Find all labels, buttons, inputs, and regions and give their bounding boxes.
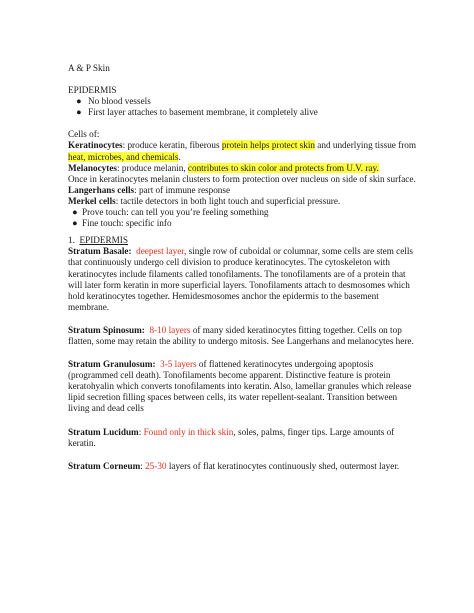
term-langerhans: Langerhans cells bbox=[68, 184, 135, 195]
layer-text: of many sided keratinocytes fitting together. Cells on top flatten, some may retain the ability to undergo mitosis. See Langerhans and melanocytes here. bbox=[68, 324, 414, 346]
layer-highlight: 8-10 layers bbox=[149, 324, 191, 335]
bullet-icon: ● bbox=[76, 107, 82, 118]
merkel-text: : tactile detectors in both light touch and superficial pressure. bbox=[115, 195, 341, 206]
layer-name: Stratum Lucidum bbox=[68, 426, 139, 437]
layer-text: of flattened keratinocytes undergoing apoptosis (programmed cell death). Tonofilaments become apparent. Distinctive feature is protein keratohyalin which converts tonofilaments into keratin. Also, lamellar granules which release lipid secretion filling spaces between cells, its water repellent-sealant. Transition between living and dead cells bbox=[68, 359, 412, 414]
layer-text: layers of flat keratinocytes continuously shed, outermost layer. bbox=[166, 460, 400, 471]
layers-heading-label: EPIDERMIS bbox=[79, 235, 128, 246]
list-item bbox=[68, 96, 418, 107]
cells-heading: Cells of: bbox=[68, 129, 100, 140]
epidermis-bullet-text: First layer attaches to basement membrane, it completely alive bbox=[88, 107, 318, 118]
epidermis-bullet-text: No blood vessels bbox=[88, 96, 151, 107]
epidermis-heading: EPIDERMIS bbox=[68, 85, 117, 96]
layer-paragraph bbox=[68, 359, 418, 414]
term-melanocytes: Melanocytes bbox=[68, 162, 117, 173]
layer-highlight: 3-5 layers bbox=[160, 359, 197, 370]
term-keratinocytes: Keratinocytes bbox=[68, 140, 123, 151]
melanocytes-paragraph bbox=[68, 163, 418, 174]
list-item bbox=[68, 207, 418, 218]
layer-paragraph bbox=[68, 325, 418, 347]
layer-paragraph: Stratum Lucidum: Found only in thick skin, soles, palms, finger tips. Large amounts of keratin. bbox=[68, 426, 395, 448]
keratinocytes-text: and underlying tissue from bbox=[315, 140, 417, 151]
list-item bbox=[68, 218, 418, 229]
layer-paragraph: Stratum Corneum: 25-30 layers of flat keratinocytes continuously shed, outermost layer. bbox=[68, 460, 400, 471]
document-title: A & P Skin bbox=[68, 63, 110, 73]
bullet-icon: ● bbox=[72, 218, 78, 229]
term-merkel: Merkel cells bbox=[68, 195, 116, 206]
layer-name: Stratum Spinosum: bbox=[68, 324, 145, 335]
layer-name: Stratum Basale: bbox=[68, 246, 132, 257]
layers-heading bbox=[68, 235, 418, 246]
keratinocytes-text: : produce keratin, fiberous bbox=[122, 140, 222, 151]
layer-highlight: deepest layer bbox=[136, 246, 184, 257]
merkel-bullet-text: Fine touch: specific info bbox=[82, 218, 172, 229]
layer-highlight: 25-30 bbox=[145, 460, 167, 471]
layer-text: , soles, palms, finger tips. Large amounts of keratin. bbox=[68, 426, 395, 448]
langerhans-paragraph bbox=[68, 185, 418, 196]
highlighted-text: contributes to skin color and protects from U.V. ray. bbox=[187, 162, 379, 173]
merkel-bullet-text: Prove touch: can tell you you’re feeling something bbox=[82, 207, 269, 218]
melanocytes-text: : produce melanin, bbox=[116, 162, 188, 173]
layer-name: Stratum Granulosum: bbox=[68, 359, 156, 370]
bullet-icon: ● bbox=[72, 207, 78, 218]
layer-name: Stratum Corneum bbox=[68, 460, 141, 471]
keratinocytes-paragraph bbox=[68, 140, 418, 162]
document-content bbox=[68, 63, 418, 472]
langerhans-text: : part of immune response bbox=[134, 184, 231, 195]
bullet-icon: ● bbox=[76, 96, 82, 107]
layer-paragraph bbox=[68, 246, 418, 313]
highlighted-text: protein helps protect skin bbox=[221, 140, 315, 151]
layers-heading-number: 1. bbox=[68, 235, 75, 246]
list-item bbox=[68, 107, 418, 118]
merkel-paragraph bbox=[68, 196, 418, 207]
melanocytes-detail: Once in keratinocytes melanin clusters to form protection over nucleus on side of skin surface. bbox=[68, 173, 416, 184]
keratinocytes-text: . bbox=[178, 151, 181, 162]
layer-text: , single row of cuboidal or columnar, some cells are stem cells that continuously undergo cell division to produce keratinocytes. The cytoskeleton with keratinocytes include filaments called tonofilaments. The tonofilaments are of a protein that will later form keratin in more superficial layers. Tonofilaments attach to desmosomes which hold keratinocytes together. Hemidesmosomes anchor the epidermis to the basement membrane. bbox=[68, 246, 413, 312]
highlighted-text: heat, microbes, and chemicals bbox=[68, 151, 179, 162]
layer-highlight: Found only in thick skin bbox=[143, 426, 234, 437]
